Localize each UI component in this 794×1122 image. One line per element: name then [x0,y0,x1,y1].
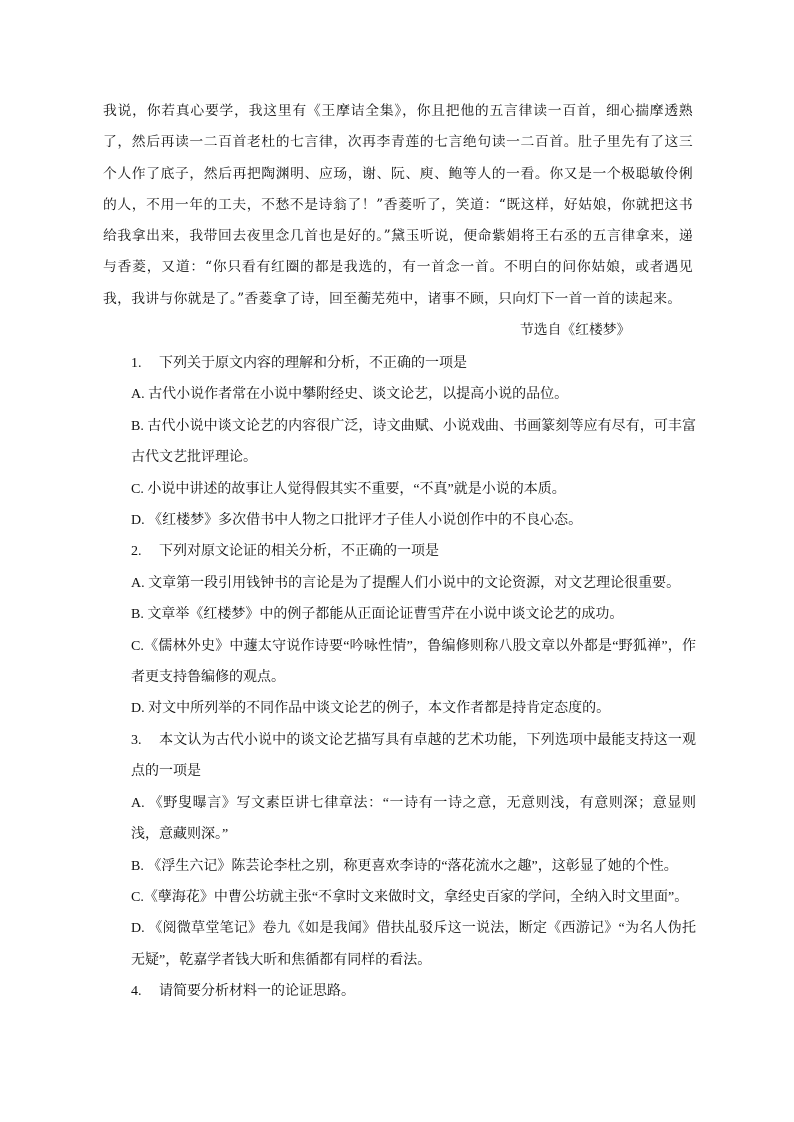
question-number: 4. [131,984,142,1000]
option-1a: A. 古代小说作者常在小说中攀附经史、谈文论艺，以提高小说的品位。 [131,387,569,403]
passage-paragraph: 我说，你若真心要学，我这里有《王摩诘全集》，你且把他的五言律读一百首，细心揣摩透熟了，然后再读一二百首老杜的七言律，次再李青莲的七言绝句读一二百首。肚子里先有了这三个人作了底子，然后再把陶渊明、应玚，谢、阮、庾、鲍等人的一看。你又是一个极聪敏伶俐的人，不用一年的工夫，不愁不是诗翁了！”香菱听了，笑道：“既这样，好姑娘，你就把这书给我拿出来，我带回去夜里念几首也是好的。”黛玉听说，便命紫娟将王右丞的五言律拿来，递与香菱，又道：“你只看有红圈的都是我选的，有一首念一首。不明白的问你姑娘，或者遇见我，我讲与你就是了。”香菱拿了诗，回至蘅芜苑中，诸事不顾，只向灯下一首一首的读起来。 [103,103,693,307]
question-number: 2. [131,544,142,560]
question-3 [131,725,696,788]
passage-source: 节选自《红楼梦》 [520,322,631,338]
option-2a: A. 文章第一段引用钱钟书的言论是为了提醒人们小说中的文论资源，对文艺理论很重要。 [131,575,681,591]
option-2c: C.《儒林外史》中蘧太守说作诗要“吟咏性情”，鲁编修则称八股文章以外都是“野狐禅”，作者更支持鲁编修的观点。 [131,638,696,686]
question-number: 3. [131,732,142,748]
question-stem: 下列对原文论证的相关分析，不正确的一项是 [159,544,439,560]
option-2d: D. 对文中所列举的不同作品中谈文论艺的例子，本文作者都是持肯定态度的。 [131,701,611,717]
question-4 [131,976,696,1007]
question-stem: 本文认为古代小说中的谈文论艺描写具有卓越的艺术功能，下列选项中最能支持这一观点的一项是 [131,732,696,780]
question-stem: 请简要分析材料一的论证思路。 [159,984,355,1000]
option-3b: B. 《浮生六记》陈芸论李杜之别，称更喜欢李诗的“落花流水之趣”，这彰显了她的个性。 [131,858,678,874]
option-3d: D. 《阅微草堂笔记》卷九《如是我闻》借扶乩驳斥这一说法，断定《西游记》“为名人伪托无疑”，乾嘉学者钱大昕和焦循都有同样的看法。 [131,921,696,968]
question-list [131,348,696,1008]
question-1 [131,348,696,379]
question-2 [131,536,696,567]
option-2b: B. 文章举《红楼梦》中的例子都能从正面论证曹雪芹在小说中谈文论艺的成功。 [131,607,624,623]
question-number: 1. [131,356,142,371]
option-3a: A. 《野叟曝言》写文素臣讲七律章法：“一诗有一诗之意，无意则浅，有意则深；意显则浅，意藏则深。” [131,795,696,843]
option-1c: C. 小说中讲述的故事让人觉得假其实不重要，“不真”就是小说的本质。 [131,481,566,497]
option-3c: C.《孽海花》中曹公坊就主张“不拿时文来做时文，拿经史百家的学问，全纳入时文里面”。 [131,889,689,905]
option-1b: B. 古代小说中谈文论艺的内容很广泛，诗文曲赋、小说戏曲、书画篆刻等应有尽有，可丰富古代文艺批评理论。 [131,418,696,466]
option-1d: D. 《红楼梦》多次借书中人物之口批评才子佳人小说创作中的不良心态。 [131,513,583,529]
question-stem: 下列关于原文内容的理解和分析，不正确的一项是 [159,356,467,371]
